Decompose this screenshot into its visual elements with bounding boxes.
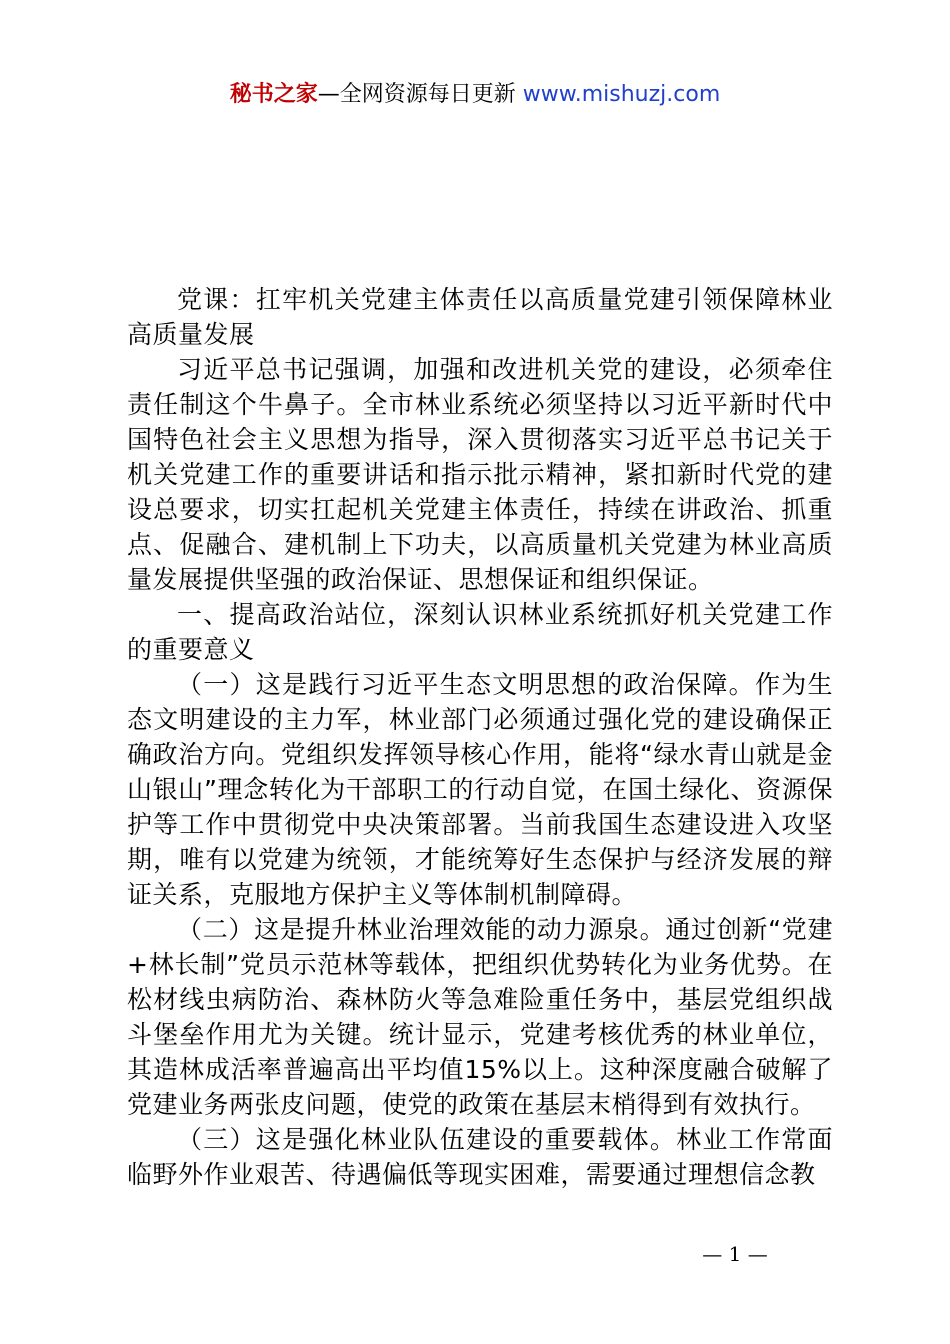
section-heading-1: 一、提高政治站位，深刻认识林业系统抓好机关党建工作的重要意义 <box>127 600 833 664</box>
site-brand: 秘书之家 <box>229 82 318 107</box>
site-header <box>0 78 950 112</box>
paragraph-intro: 习近平总书记强调，加强和改进机关党的建设，必须牵住责任制这个牛鼻子。全市林业系统必须坚持以习近平新时代中国特色社会主义思想为指导，深入贯彻落实习近平总书记关于机关党建工作的重要讲话和指示批示精神，紧扣新时代党的建设总要求，切实扛起机关党建主体责任，持续在讲政治、抓重点、促融合、建机制上下功夫，以高质量机关党建为林业高质量发展提供坚强的政治保证、思想保证和组织保证。 <box>127 355 833 594</box>
paragraph-point-2: （二）这是提升林业治理效能的动力源泉。通过创新“党建+林长制”党员示范林等载体，把组织优势转化为业务优势。在松材线虫病防治、森林防火等急难险重任务中，基层党组织战斗堡垒作用尤为关键。统计显示，党建考核优秀的林业单位，其造林成活率普遍高出平均值15%以上。这种深度融合破解了党建业务两张皮问题，使党的政策在基层末梢得到有效执行。 <box>127 915 833 1119</box>
document-title: 党课：扛牢机关党建主体责任以高质量党建引领保障林业高质量发展 <box>127 285 833 349</box>
paragraph-point-1: （一）这是践行习近平生态文明思想的政治保障。作为生态文明建设的主力军，林业部门必须通过强化党的建设确保正确政治方向。党组织发挥领导核心作用，能将“绿水青山就是金山银山”理念转化为干部职工的行动自觉，在国土绿化、资源保护等工作中贯彻党中央决策部署。当前我国生态建设进入攻坚期，唯有以党建为统领，才能统筹好生态保护与经济发展的辩证关系，克服地方保护主义等体制机制障碍。 <box>127 670 833 909</box>
site-tagline: —全网资源每日更新 <box>317 82 523 107</box>
page-number: — 1 — <box>702 1242 768 1266</box>
document-body <box>127 282 833 1192</box>
paragraph-point-3: （三）这是强化林业队伍建设的重要载体。林业工作常面临野外作业艰苦、待遇偏低等现实困难，需要通过理想信念教 <box>127 1125 833 1189</box>
site-url-link[interactable]: www.mishuzj.com <box>522 82 721 107</box>
